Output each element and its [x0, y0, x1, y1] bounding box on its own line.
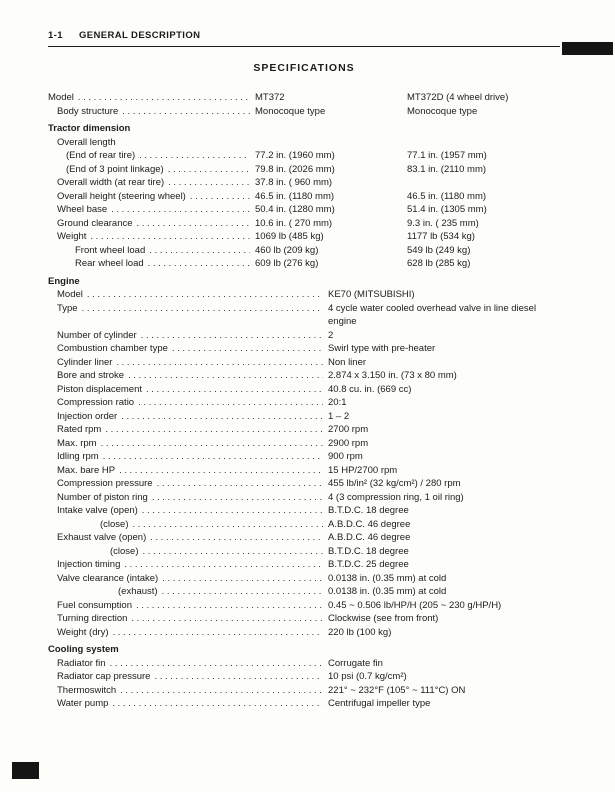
spec-row — [48, 518, 560, 532]
spec-label: Piston displacement — [57, 383, 143, 395]
dot-leader — [136, 599, 323, 613]
spec-label: (close) — [110, 545, 139, 557]
spec-row — [48, 585, 560, 599]
spec-label: Valve clearance (intake) — [57, 572, 159, 584]
value-mt372d: 1177 lb (534 kg) — [407, 231, 475, 242]
value-mt372: 460 lb (209 kg) — [255, 244, 319, 256]
spec-subheader — [48, 136, 560, 150]
value-mt372d: 77.1 in. (1957 mm) — [407, 150, 487, 161]
page-edge-tab-icon — [562, 42, 613, 55]
spec-label: Exhaust valve (open) — [57, 532, 147, 543]
spec-value: 4 (3 compression ring, 1 oil ring) — [328, 491, 464, 503]
spec-value: 15 HP/2700 rpm — [328, 464, 398, 476]
dot-leader — [103, 450, 323, 464]
spec-row — [48, 531, 560, 545]
spec-row — [48, 302, 560, 329]
dot-leader — [87, 288, 323, 302]
spec-label: Max. rpm — [57, 437, 97, 449]
spec-label: Model — [48, 92, 74, 103]
dot-leader — [152, 491, 323, 505]
section-number: 1-1 — [48, 30, 63, 41]
spec-label: Compression ratio — [57, 397, 135, 408]
spec-row — [48, 491, 560, 505]
spec-label: Fuel consumption — [57, 599, 132, 611]
spec-row — [48, 244, 560, 258]
spec-label: Max. bare HP — [57, 464, 116, 476]
spec-row — [48, 203, 560, 217]
dot-leader — [162, 585, 323, 599]
value-mt372: 10.6 in. ( 270 mm) — [255, 217, 333, 229]
spec-label: Thermoswitch — [57, 684, 117, 696]
dot-leader — [142, 504, 323, 518]
spec-label: Body structure — [57, 105, 119, 117]
spec-value: 2.874 x 3.150 in. (73 x 80 mm) — [328, 370, 457, 381]
spec-value: Centrifugal impeller type — [328, 698, 431, 709]
spec-row — [48, 626, 560, 640]
spec-row — [48, 423, 560, 437]
spec-label: Type — [57, 302, 78, 314]
spec-value: 2900 rpm — [328, 437, 369, 449]
spec-label: Weight (dry) — [57, 626, 109, 638]
value-mt372d: 46.5 in. (1180 mm) — [407, 190, 487, 202]
spec-row — [48, 684, 560, 698]
spec-label: Ground clearance — [57, 217, 133, 229]
spec-label: Overall length — [57, 136, 116, 148]
spec-row — [48, 572, 560, 586]
spec-label: Front wheel load — [75, 244, 146, 256]
spec-value: A.B.D.C. 46 degree — [328, 518, 411, 530]
spec-label: Compression pressure — [57, 478, 153, 489]
dot-leader — [122, 105, 250, 119]
dot-leader — [112, 697, 323, 711]
dot-leader — [121, 410, 323, 424]
spec-label: (exhaust) — [118, 586, 158, 597]
value-mt372: 50.4 in. (1280 mm) — [255, 204, 335, 215]
spec-label: Model — [57, 289, 83, 300]
spec-label: Wheel base — [57, 204, 108, 215]
spec-value: B.T.D.C. 18 degree — [328, 545, 409, 557]
dot-leader — [128, 369, 323, 383]
spec-value: 2 — [328, 329, 334, 341]
spec-label: (End of rear tire) — [66, 150, 136, 161]
spec-label: Injection order — [57, 410, 118, 422]
dot-leader — [138, 396, 323, 410]
spec-row — [48, 257, 560, 271]
spec-label: Injection timing — [57, 559, 121, 570]
spec-row — [48, 190, 560, 204]
spec-value: 40.8 cu. in. (669 cc) — [328, 383, 412, 395]
value-mt372: MT372 — [255, 92, 285, 103]
page-bottom-marker-icon — [12, 762, 39, 779]
spec-row — [48, 670, 560, 684]
value-mt372d: 9.3 in. ( 235 mm) — [407, 217, 479, 229]
value-mt372: 1069 lb (485 kg) — [255, 231, 324, 242]
spec-value: 221° ~ 232°F (105° ~ 111°C) ON — [328, 684, 466, 696]
dot-leader — [78, 91, 250, 105]
page-content — [48, 30, 560, 711]
dot-leader — [172, 342, 323, 356]
spec-value: 1 – 2 — [328, 410, 350, 422]
spec-row — [48, 91, 560, 105]
section-header — [48, 122, 560, 136]
dot-leader — [110, 657, 323, 671]
section-header — [48, 275, 560, 289]
value-mt372: 46.5 in. (1180 mm) — [255, 190, 335, 202]
dot-leader — [124, 558, 323, 572]
dot-leader — [143, 545, 323, 559]
spec-value: Non liner — [328, 356, 367, 368]
dot-leader — [111, 203, 250, 217]
spec-label: Tractor dimension — [48, 123, 131, 134]
spec-row — [48, 504, 560, 518]
spec-value: KE70 (MITSUBISHI) — [328, 289, 415, 300]
spec-row — [48, 329, 560, 343]
dot-leader — [139, 149, 250, 163]
spec-value: 20:1 — [328, 397, 347, 408]
spec-label: (End of 3 point linkage) — [66, 163, 164, 175]
dot-leader — [82, 302, 323, 316]
spec-row — [48, 176, 560, 190]
spec-label: Intake valve (open) — [57, 505, 138, 516]
spec-value: 0.0138 in. (0.35 mm) at cold — [328, 586, 447, 597]
dot-leader — [190, 190, 250, 204]
spec-value: B.T.D.C. 18 degree — [328, 505, 409, 516]
value-mt372d: Monocoque type — [407, 105, 478, 117]
page-title: SPECIFICATIONS — [253, 62, 355, 74]
dot-leader — [113, 626, 323, 640]
value-mt372: 609 lb (276 kg) — [255, 258, 319, 269]
section-title: GENERAL DESCRIPTION — [78, 30, 201, 41]
spec-value: B.T.D.C. 25 degree — [328, 559, 409, 570]
dot-leader — [149, 244, 250, 258]
page-header — [48, 30, 560, 47]
spec-label: Radiator cap pressure — [57, 671, 151, 682]
spec-value: Clockwise (see from front) — [328, 613, 439, 624]
spec-row — [48, 450, 560, 464]
dot-leader — [168, 176, 250, 190]
spec-value: 0.45 ~ 0.506 lb/HP/H (205 ~ 230 g/HP/H) — [328, 599, 502, 611]
spec-row — [48, 464, 560, 478]
value-mt372d: 628 lb (285 kg) — [407, 258, 471, 269]
spec-label: Weight — [57, 231, 87, 242]
spec-value: Corrugate fin — [328, 657, 383, 669]
spec-row — [48, 149, 560, 163]
spec-value: 455 lb/in² (32 kg/cm²) / 280 rpm — [328, 478, 461, 489]
spec-value: Swirl type with pre-heater — [328, 343, 436, 354]
spec-label: (close) — [100, 518, 129, 530]
spec-label: Rated rpm — [57, 424, 102, 435]
spec-label: Combustion chamber type — [57, 343, 168, 354]
spec-label: Cooling system — [48, 644, 119, 655]
dot-leader — [137, 217, 250, 231]
spec-row — [48, 288, 560, 302]
spec-row — [48, 437, 560, 451]
dot-leader — [131, 612, 323, 626]
dot-leader — [119, 464, 323, 478]
value-mt372d: 51.4 in. (1305 mm) — [407, 204, 487, 215]
dot-leader — [162, 572, 323, 586]
spec-row — [48, 545, 560, 559]
spec-label: Engine — [48, 275, 80, 287]
spec-row — [48, 369, 560, 383]
value-mt372d: MT372D (4 wheel drive) — [407, 92, 509, 103]
dot-leader — [141, 329, 323, 343]
spec-row — [48, 558, 560, 572]
spec-row — [48, 356, 560, 370]
spec-row — [48, 342, 560, 356]
dot-leader — [116, 356, 323, 370]
spec-row — [48, 163, 560, 177]
value-mt372: Monocoque type — [255, 105, 326, 117]
spec-label: Number of piston ring — [57, 491, 148, 503]
dot-leader — [105, 423, 323, 437]
spec-row — [48, 410, 560, 424]
dot-leader — [154, 670, 323, 684]
dot-leader — [148, 257, 250, 271]
spec-value: 2700 rpm — [328, 424, 369, 435]
spec-row — [48, 477, 560, 491]
spec-label: Cylinder liner — [57, 356, 113, 368]
spec-label: Radiator fin — [57, 657, 106, 669]
dot-leader — [157, 477, 323, 491]
spec-label: Overall height (steering wheel) — [57, 190, 186, 202]
dot-leader — [120, 684, 323, 698]
value-mt372d: 549 lb (249 kg) — [407, 244, 471, 256]
spec-row — [48, 697, 560, 711]
dot-leader — [101, 437, 323, 451]
dot-leader — [150, 531, 323, 545]
dot-leader — [90, 230, 250, 244]
spec-row — [48, 230, 560, 244]
spec-row — [48, 612, 560, 626]
spec-value: A.B.D.C. 46 degree — [328, 532, 411, 543]
spec-row — [48, 396, 560, 410]
spec-label: Number of cylinder — [57, 329, 137, 341]
spec-row — [48, 217, 560, 231]
value-mt372: 77.2 in. (1960 mm) — [255, 150, 335, 161]
spec-value: 0.0138 in. (0.35 mm) at cold — [328, 572, 447, 584]
spec-value: 900 rpm — [328, 451, 363, 462]
value-mt372: 37.8 in. ( 960 mm) — [255, 177, 333, 188]
spec-row — [48, 599, 560, 613]
section-header — [48, 643, 560, 657]
value-mt372d: 83.1 in. (2110 mm) — [407, 163, 487, 175]
spec-label: Idling rpm — [57, 451, 99, 462]
spec-rows — [48, 91, 560, 711]
dot-leader — [133, 518, 323, 532]
dot-leader — [168, 163, 250, 177]
dot-leader — [146, 383, 323, 397]
spec-value: 220 lb (100 kg) — [328, 626, 392, 638]
value-mt372: 79.8 in. (2026 mm) — [255, 163, 335, 175]
spec-label: Turning direction — [57, 613, 128, 624]
spec-value: 4 cycle water cooled overhead valve in line diesel engine — [328, 302, 537, 327]
spec-label: Overall width (at rear tire) — [57, 177, 165, 188]
spec-row — [48, 383, 560, 397]
spec-label: Rear wheel load — [75, 258, 144, 269]
spec-row — [48, 105, 560, 119]
spec-label: Water pump — [57, 698, 109, 709]
spec-value: 10 psi (0.7 kg/cm²) — [328, 671, 407, 682]
spec-row — [48, 657, 560, 671]
spec-label: Bore and stroke — [57, 370, 125, 381]
